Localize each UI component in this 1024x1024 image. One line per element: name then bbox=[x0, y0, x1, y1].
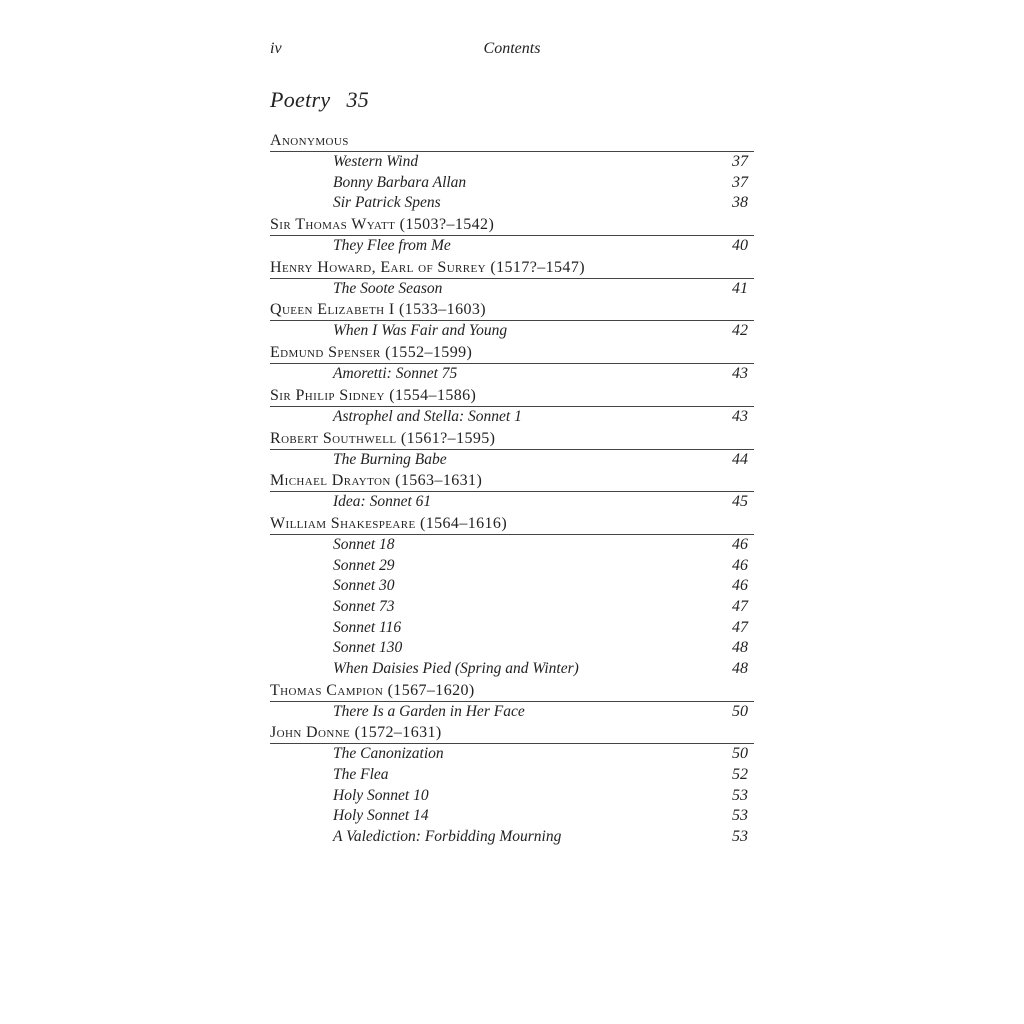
poem-entry bbox=[270, 535, 754, 556]
poem-page-number: 37 bbox=[732, 153, 748, 170]
poem-title: They Flee from Me bbox=[333, 237, 451, 255]
page-header bbox=[270, 40, 754, 64]
section-title: Poetry bbox=[270, 87, 331, 112]
poem-title: Sonnet 29 bbox=[333, 556, 395, 574]
poem-page-number: 44 bbox=[732, 450, 748, 468]
poem-title: Sonnet 130 bbox=[333, 639, 403, 657]
author-heading: Queen Elizabeth I (1533–1603) bbox=[270, 299, 754, 321]
poem-entry bbox=[270, 556, 754, 577]
poem-entry bbox=[270, 744, 754, 765]
poem-page-number: 46 bbox=[732, 577, 748, 595]
poem-page-number: 53 bbox=[732, 828, 748, 846]
poem-entry bbox=[270, 786, 754, 807]
poem-page-number: 53 bbox=[732, 786, 748, 804]
poem-title: Sir Patrick Spens bbox=[333, 194, 441, 212]
poem-entry bbox=[270, 279, 754, 300]
author-group bbox=[270, 428, 754, 471]
author-group bbox=[270, 257, 754, 300]
poem-page-number: 42 bbox=[732, 322, 748, 340]
poem-title: Holy Sonnet 10 bbox=[333, 786, 429, 804]
poem-title: There Is a Garden in Her Face bbox=[333, 702, 525, 720]
poem-page-number: 38 bbox=[732, 194, 748, 212]
poem-entry bbox=[270, 702, 754, 723]
author-group bbox=[270, 470, 754, 513]
poem-page-number: 41 bbox=[732, 279, 748, 297]
poem-title: The Burning Babe bbox=[333, 450, 447, 468]
poem-title: The Canonization bbox=[333, 745, 444, 763]
poem-page-number: 48 bbox=[732, 660, 748, 677]
table-of-contents bbox=[270, 130, 754, 848]
poem-title: A Valediction: Forbidding Mourning bbox=[333, 828, 562, 846]
poem-page-number: 50 bbox=[732, 745, 748, 763]
poem-entry bbox=[270, 321, 754, 342]
poem-title: Sonnet 30 bbox=[333, 577, 395, 595]
author-group bbox=[270, 513, 754, 680]
poem-entry bbox=[270, 827, 754, 848]
page-number: iv bbox=[270, 40, 282, 57]
poem-entry bbox=[270, 806, 754, 827]
author-heading: Robert Southwell (1561?–1595) bbox=[270, 428, 754, 450]
running-title: Contents bbox=[483, 40, 541, 57]
author-heading: Michael Drayton (1563–1631) bbox=[270, 470, 754, 492]
author-heading: Sir Philip Sidney (1554–1586) bbox=[270, 385, 754, 407]
author-heading: Sir Thomas Wyatt (1503?–1542) bbox=[270, 214, 754, 236]
poem-title: Sonnet 73 bbox=[333, 597, 395, 615]
author-heading: William Shakespeare (1564–1616) bbox=[270, 513, 754, 535]
author-group bbox=[270, 299, 754, 342]
poem-page-number: 37 bbox=[732, 173, 748, 191]
poem-title: Sonnet 116 bbox=[333, 618, 402, 636]
poem-page-number: 52 bbox=[732, 766, 748, 784]
author-heading: Henry Howard, Earl of Surrey (1517?–1547) bbox=[270, 257, 754, 279]
poem-entry bbox=[270, 152, 754, 173]
poem-entry bbox=[270, 407, 754, 428]
author-heading: Edmund Spenser (1552–1599) bbox=[270, 342, 754, 364]
poem-page-number: 48 bbox=[732, 639, 748, 657]
author-group bbox=[270, 130, 754, 214]
poem-entry bbox=[270, 659, 754, 680]
poem-entry bbox=[270, 364, 754, 385]
section-page: 35 bbox=[346, 87, 370, 112]
poem-entry bbox=[270, 638, 754, 659]
poem-entry bbox=[270, 618, 754, 639]
poem-entry bbox=[270, 597, 754, 618]
author-heading: Thomas Campion (1567–1620) bbox=[270, 680, 754, 702]
author-heading: John Donne (1572–1631) bbox=[270, 722, 754, 744]
poem-page-number: 47 bbox=[732, 597, 748, 615]
poem-entry bbox=[270, 173, 754, 194]
poem-page-number: 50 bbox=[732, 702, 748, 720]
poem-page-number: 47 bbox=[732, 618, 748, 636]
poem-page-number: 43 bbox=[732, 365, 748, 383]
poem-title: Western Wind bbox=[333, 153, 419, 170]
poem-entry bbox=[270, 193, 754, 214]
author-group bbox=[270, 385, 754, 428]
poem-title: The Flea bbox=[333, 766, 389, 784]
author-group bbox=[270, 680, 754, 723]
poem-page-number: 46 bbox=[732, 535, 748, 553]
section-heading bbox=[270, 87, 369, 113]
poem-title: Holy Sonnet 14 bbox=[333, 807, 429, 825]
poem-entry bbox=[270, 236, 754, 257]
poem-page-number: 46 bbox=[732, 556, 748, 574]
author-heading: Anonymous bbox=[270, 130, 754, 152]
poem-page-number: 40 bbox=[732, 237, 748, 255]
poem-page-number: 53 bbox=[732, 807, 748, 825]
poem-title: Astrophel and Stella: Sonnet 1 bbox=[333, 407, 522, 425]
poem-title: Bonny Barbara Allan bbox=[333, 173, 467, 191]
poem-entry bbox=[270, 765, 754, 786]
poem-title: Sonnet 18 bbox=[333, 535, 395, 553]
author-group bbox=[270, 214, 754, 257]
poem-title: When Daisies Pied (Spring and Winter) bbox=[333, 660, 579, 677]
poem-entry bbox=[270, 492, 754, 513]
poem-title: Idea: Sonnet 61 bbox=[333, 493, 432, 511]
poem-page-number: 43 bbox=[732, 407, 748, 425]
poem-entry bbox=[270, 450, 754, 471]
author-group bbox=[270, 722, 754, 847]
poem-title: The Soote Season bbox=[333, 279, 443, 297]
poem-title: When I Was Fair and Young bbox=[333, 322, 508, 340]
poem-page-number: 45 bbox=[732, 493, 748, 511]
poem-entry bbox=[270, 576, 754, 597]
author-group bbox=[270, 342, 754, 385]
poem-title: Amoretti: Sonnet 75 bbox=[333, 365, 458, 383]
